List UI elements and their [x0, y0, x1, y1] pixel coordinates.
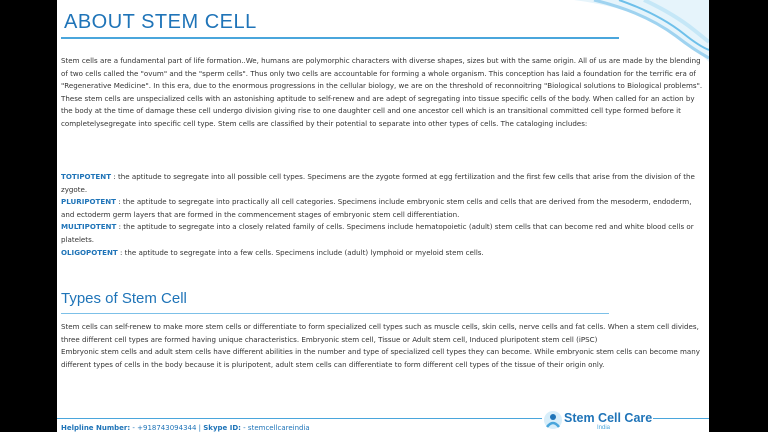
helpline-label: Helpline Number:: [61, 424, 131, 432]
skype-id: - stemcellcareindia: [243, 424, 310, 432]
cell-type-item: [61, 247, 705, 260]
cell-type-term: MULTIPOTENT: [61, 222, 117, 232]
cell-type-description: : the aptitude to segregate into a few cells. Specimens include (adult) lymphoid or myeloid stem cells.: [117, 247, 484, 257]
stem-cell-logo-icon: [543, 410, 563, 430]
intro-paragraph: Stem cells are a fundamental part of life formation..We, humans are polymorphic characters with diverse shapes, sizes but with the same origin. All of us are made by the blending of two cells called the "ovum" and the "sperm cells". Thus only two cells are accountable for forming a whole organism. This conception has laid a foundation for the terrific era of "Regenerative Medicine". In this era, due to the enormous progressions in the cellular biology, we are on the threshold of reconnoitring "Biological solutions to Biological problems". These stem cells are unspecialized cells with an astonishing aptitude to self-renew and are adept of segregating into tissue specific cells of the body. When called for an action by the body at the time of damage these cell undergo division giving rise to one daughter cell and one ancestor cell which is an transitional committed cell type formed before it completelysegregate into specific cell type. Stem cells are classified by their potential to separate into other types of cells. The cataloging includes:: [61, 56, 703, 128]
cell-type-item: [61, 221, 705, 246]
cell-type-term: TOTIPOTENT: [61, 172, 112, 181]
section-paragraph: Embryonic stem cells and adult stem cells have different abilities in the number and type of specialized cell types they can become. While embryonic stem cells can become many different types of cells in the body because it is pluripotent, adult stem cells can differentiate to form different cell types of the tissue of their origin only.: [61, 347, 700, 369]
decorative-swoosh-graphic: [574, 0, 709, 62]
cell-type-list: [61, 171, 705, 259]
cell-type-item: [61, 196, 705, 221]
cell-type-item: [61, 171, 705, 196]
cell-type-description: : the aptitude to segregate into practically all cell categories. Specimens include embryonic stem cells and cells that are derived from the mesoderm, endoderm, and ectoderm germ layers that are formed in the commencement stages of embryonic stem cell differentiation.: [61, 197, 692, 219]
footer-separator: |: [198, 424, 202, 432]
logo-subtitle: India: [597, 425, 611, 431]
footer-divider: [57, 418, 542, 419]
section-title: Types of Stem Cell: [61, 290, 187, 307]
cell-type-description: : the aptitude to segregate into all possible cell types. Specimens are the zygote formed at egg fertilization and the first few cells that arise from the division of the zygote.: [61, 172, 695, 194]
section-divider: [61, 313, 609, 314]
cell-type-term: PLURIPOTENT: [61, 197, 117, 207]
logo-name: Stem Cell Care: [564, 411, 653, 425]
skype-label: Skype ID:: [203, 424, 241, 432]
cell-type-description: : the aptitude to segregate into a closely related family of cells. Specimens include hematopoietic (adult) stem cells that can become red and white blood cells or platelets.: [61, 222, 694, 244]
section-body: [61, 321, 705, 371]
header-divider: [61, 37, 619, 39]
brand-logo: [543, 408, 653, 432]
section-paragraph: Stem cells can self-renew to make more stem cells or differentiate to form specialized cell types such as muscle cells, skin cells, nerve cells and fat cells. When a stem cell divides, three different cell types are formed having unique characteristics. Embryonic stem cell, Tissue or Adult stem cell, Induced pluripotent stem cell (iPSC): [61, 322, 699, 344]
slide-page: [57, 0, 709, 432]
footer-contact: [61, 424, 310, 432]
header: [57, 0, 709, 40]
helpline-number: - +918743094344: [132, 424, 197, 432]
footer-divider-right: [653, 418, 709, 419]
cell-type-term: OLIGOPOTENT: [61, 247, 118, 257]
page-title: ABOUT STEM CELL: [64, 11, 257, 33]
